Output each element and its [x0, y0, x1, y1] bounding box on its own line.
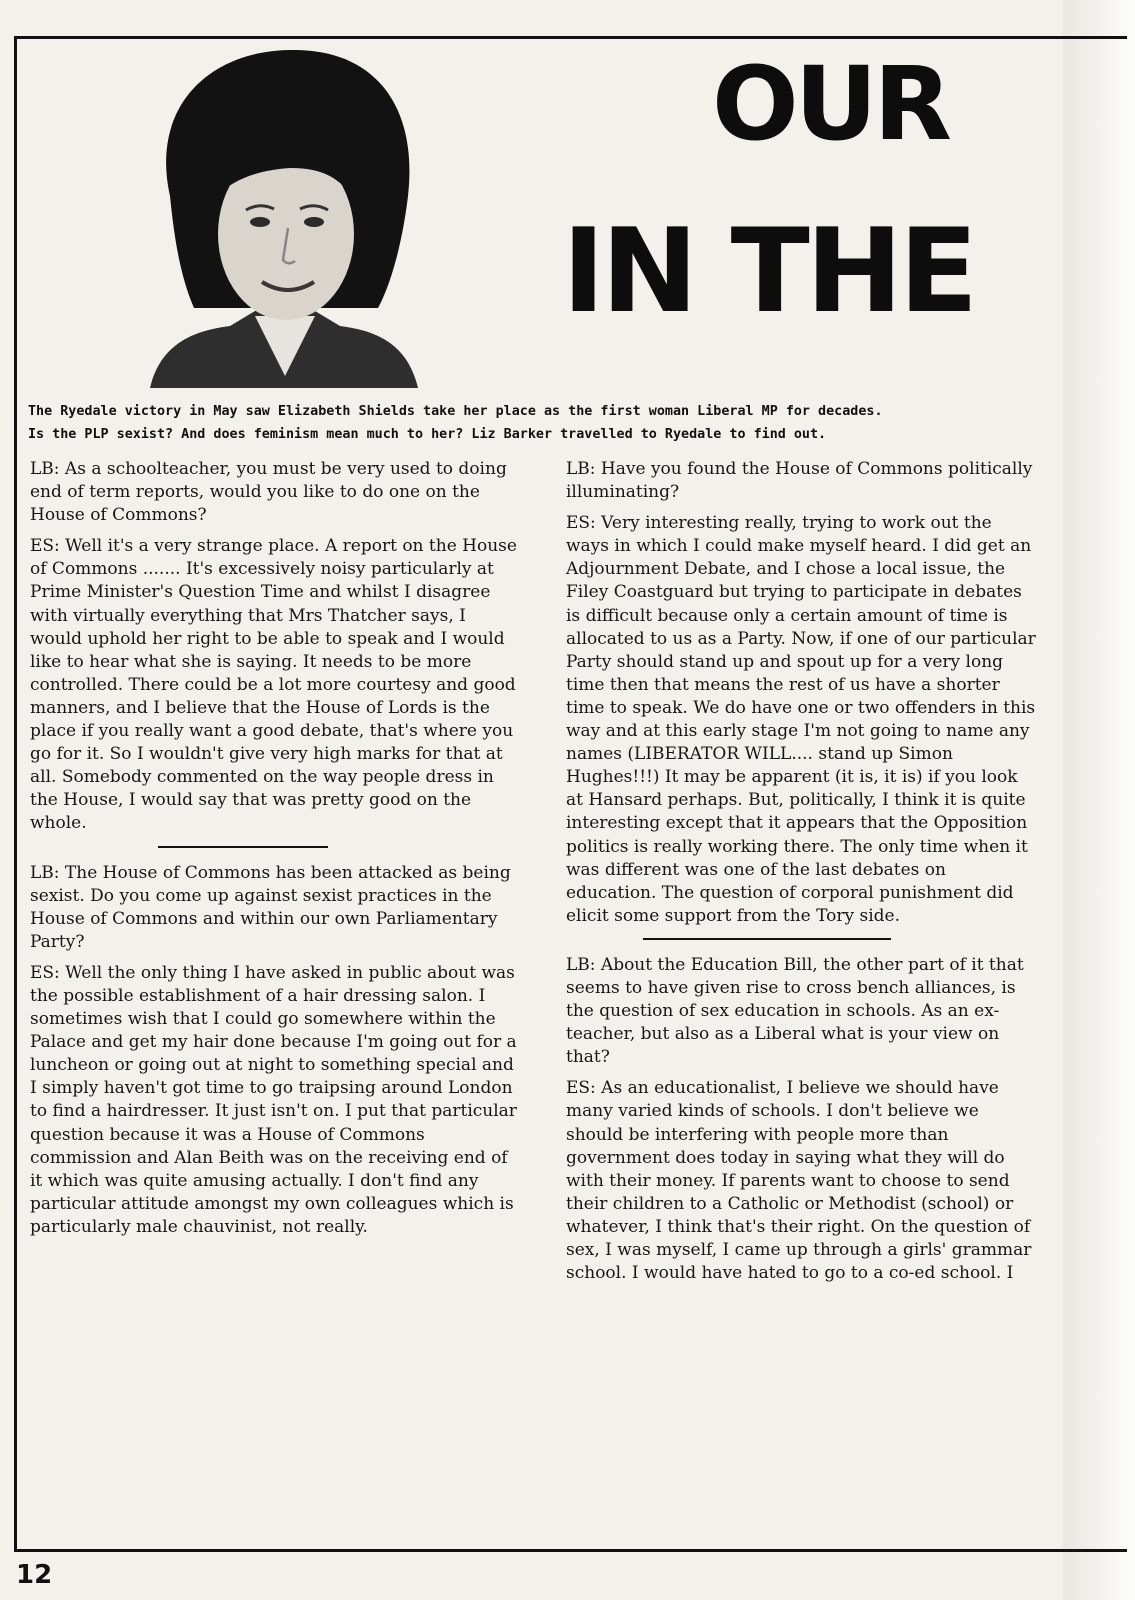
caption-line: Is the PLP sexist? And does feminism mean much to her? Liz Barker travelled to Ryedale to find out.	[28, 427, 827, 442]
interview-answer: ES: Well the only thing I have asked in public about was the possible establishment of a hair dressing salon. I sometimes wish that I could go somewhere within the Palace and get my hair done because I'm going out for a luncheon or going out at night to something special and I simply haven't got time to go traipsing around London to find a hairdresser. It just isn't on. I put that particular question because it was a House of Commons commission and Alan Beith was on the receiving end of it which was quite amusing actually. I don't find any particular attitude amongst my own colleagues which is particularly male chauvinist, not really.	[30, 962, 517, 1237]
right-column	[566, 458, 1036, 1293]
page-number: 12	[16, 1560, 53, 1590]
photo-caption	[28, 400, 1028, 446]
portrait-photo	[150, 46, 418, 388]
interview-question: LB: As a schoolteacher, you must be very used to doing end of term reports, would you like to do one on the House of Commons?	[30, 459, 507, 526]
section-divider	[643, 938, 891, 940]
interview-answer: ES: Well it's a very strange place. A report on the House of Commons ....... It's excessively noisy particularly at Prime Minister's Question Time and whilst I disagree with virtually everything that Mrs Thatcher says, I would uphold her right to be able to speak and I would like to hear what she is saying. It needs to be more controlled. There could be a lot more courtesy and good manners, and I believe that the House of Lords is the place if you really want a good debate, that's where you go for it. So I wouldn't give very high marks for that at all. Somebody commented on the way people dress in the House, I would say that was pretty good on the whole.	[30, 536, 517, 834]
interview-answer: ES: Very interesting really, trying to work out the ways in which I could make myself heard. I did get an Adjournment Debate, and I chose a local issue, the Filey Coastguard but trying to participate in debates is difficult because only a certain amount of time is allocated to us as a Party. Now, if one of our particular Party should stand up and spout up for a very long time then that means the rest of us have a shorter time to speak. We do have one or two offenders in this way and at this early stage I'm not going to name any names (LIBERATOR WILL.... stand up Simon Hughes!!!) It may be apparent (it is, it is) if you look at Hansard perhaps. But, politically, I think it is quite interesting except that it appears that the Opposition politics is really working there. The only time when it was different was one of the last debates on education. The question of corporal punishment did elicit some support from the Tory side.	[566, 513, 1036, 926]
left-column	[30, 458, 518, 1247]
headline-line-2: IN THE	[562, 204, 975, 339]
section-divider	[158, 846, 328, 848]
interview-question: LB: About the Education Bill, the other part of it that seems to have given rise to cross bench alliances, is the question of sex education in schools. As an ex-teacher, but also as a Liberal what is your view on that?	[566, 954, 1024, 1068]
interview-answer: ES: As an educationalist, I believe we should have many varied kinds of schools. I don't believe we should be interfering with people more than government does today in saying what they will do with their money. If parents want to choose to send their children to a Catholic or Methodist (school) or whatever, I think that's their right. On the question of sex, I was myself, I came up through a girls' grammar school. I would have hated to go to a co-ed school. I	[566, 1078, 1032, 1284]
interview-question: LB: The House of Commons has been attacked as being sexist. Do you come up against sexist practices in the House of Commons and within our own Parliamentary Party?	[30, 862, 511, 952]
headline-line-1: OUR	[712, 45, 949, 164]
interview-question: LB: Have you found the House of Commons politically illuminating?	[566, 459, 1033, 503]
caption-line: The Ryedale victory in May saw Elizabeth Shields take her place as the first woman Liberal MP for decades.	[28, 404, 883, 419]
